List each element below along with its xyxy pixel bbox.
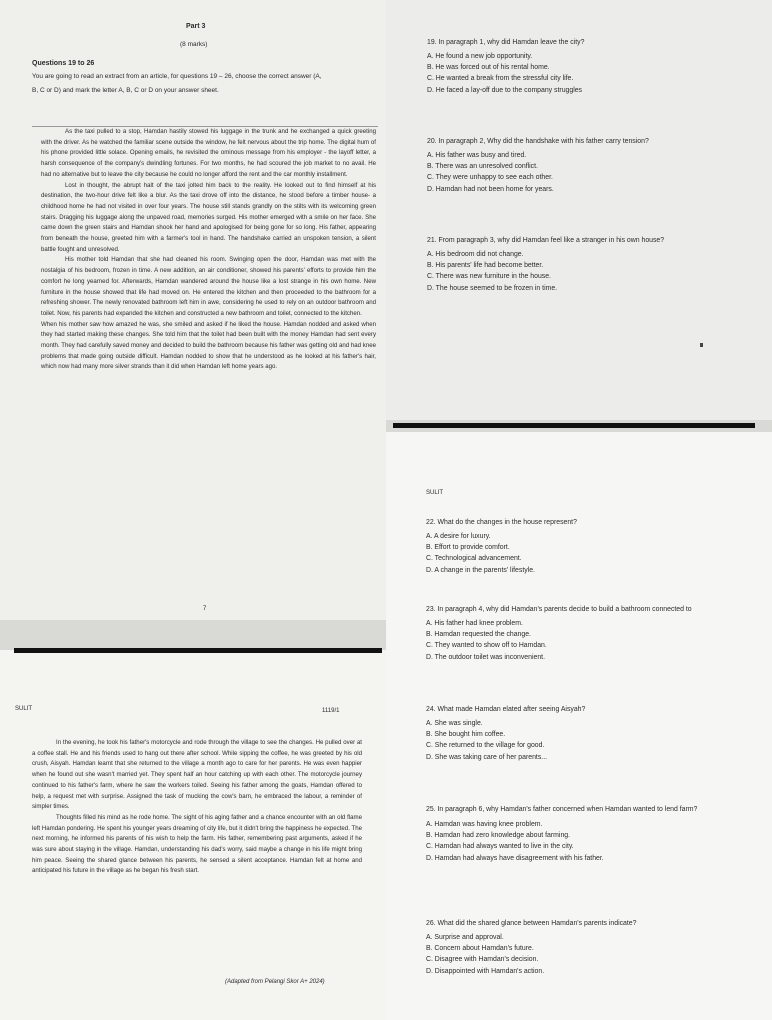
header-code: 1119/1 <box>322 708 340 714</box>
option-d[interactable]: D. She was taking care of her parents... <box>426 753 548 761</box>
page-right-top <box>386 0 772 420</box>
question-stem: 23. In paragraph 4, why did Hamdan's parents decide to build a bathroom connected to <box>426 606 692 613</box>
paragraph-4: When his mother saw how amazed he was, she smiled and asked if he liked the house. Hamdan nodded and asked when they had started making these changes. She told him that the toilet had been built with the money Hamdan had sent every month. They had carefully saved money and decided to build the bathroom because his father was getting old and had knee problems that made going outside difficult. Hamdan nodded to show that he understood as he looked at his father's hair, which now had many more silver strands than it did when Hamdan left home years ago. <box>41 320 376 371</box>
marks-label: (8 marks) <box>180 41 208 48</box>
question-stem: 26. What did the shared glance between Hamdan's parents indicate? <box>426 920 637 927</box>
paragraph-2: Lost in thought, the abrupt halt of the taxi jolted him back to the reality. He looked out to find himself at his destination, the two-hour drive felt like a blur. As the taxi drove off into the distance, he stood before a timber house- a childhood home he had not visited in over four years. The house still stands grandly on the stilts with its welcoming green stairs. Dragging his luggage along the unpaved road, memories surged. His mother emerged with a smile on her face. She came down the green stairs and Hamdan shook her hand and apologised for being gone for so long. His father, appearing from beneath the house, greeted him with a farmer's tool in hand. The handshake carried an unspoken tension, a silent battle fought and unresolved. <box>41 181 376 253</box>
option-c[interactable]: C. They were unhappy to see each other. <box>427 174 553 182</box>
option-d[interactable]: D. The house seemed to be frozen in time. <box>427 284 558 292</box>
questions-heading: Questions 19 to 26 <box>32 60 95 67</box>
question-25 <box>426 804 766 864</box>
question-stem: 24. What made Hamdan elated after seeing Aisyah? <box>426 706 586 713</box>
option-b[interactable]: B. She bought him coffee. <box>426 731 506 739</box>
separator-bar-right <box>393 423 755 428</box>
instruction-line-2: B, C or D) and mark the letter A, B, C or D on your answer sheet. <box>32 87 219 94</box>
option-d[interactable]: D. Disappointed with Hamdan's action. <box>426 967 545 975</box>
paragraph-5: In the evening, he took his father's motorcycle and rode through the village to see the changes. He pulled over at a coffee stall. He and his friends used to hang out there after school. While sipping the coffee, he was greeted by his old crush, Aisyah. Hamdan learnt that she returned to the village a month ago to care for her parents. He was even happier when he found out she wasn't married yet. They spent half an hour catching up with each other. The motorcycle journey continued to his father's farm, where he saw the workers toiled. Seeing his father among the goats, Hamdan offered to help, a request met with surprise. Assigned the task of mucking the cow's barn, he embraced the labour, a reminder of simpler times. <box>32 739 362 811</box>
paragraph-3: His mother told Hamdan that she had cleaned his room. Swinging open the door, Hamdan was met with the nostalgia of his bedroom, frozen in time. A new addition, an air conditioner, showed his parents' efforts to provide him the comfort he long yearned for. Afterwards, Hamdan wandered around the house like a lost strange in his own home. New furniture in the house showed that life had moved on. He entered the kitchen and then proceeded to the bathroom for a refreshing shower. The newly renovated bathroom left him in awe, considering he used to rely on an outdoor bathroom and toilet. Now, his parents had expanded the kitchen and constructed a new bathroom and toilet, connected to the kitchen. <box>41 256 376 317</box>
page-left-top <box>0 0 386 620</box>
question-stem: 21. From paragraph 3, why did Hamdan feel like a stranger in his own house? <box>427 237 665 244</box>
source-citation: (Adapted from Pelangi Skor A+ 2024) <box>225 979 325 985</box>
question-19 <box>427 38 772 96</box>
option-b[interactable]: B. Concern about Hamdan's future. <box>426 945 534 953</box>
header-sulit-left: SULIT <box>15 706 33 712</box>
option-d[interactable]: D. A change in the parents' lifestyle. <box>426 566 535 574</box>
option-b[interactable]: B. Hamdan requested the change. <box>426 631 531 639</box>
option-b[interactable]: B. Hamdan had zero knowledge about farming. <box>426 832 571 840</box>
question-26 <box>426 919 772 977</box>
option-d[interactable]: D. The outdoor toilet was inconvenient. <box>426 653 545 661</box>
question-stem: 20. In paragraph 2, Why did the handshake with his father carry tension? <box>427 138 649 145</box>
passage-bottom <box>32 738 362 877</box>
option-a[interactable]: A. His father was busy and tired. <box>427 152 527 159</box>
option-a[interactable]: A. Hamdan was having knee problem. <box>426 821 543 828</box>
option-d[interactable]: D. Hamdan had always have disagreement with his father. <box>426 854 604 862</box>
question-24 <box>426 705 772 763</box>
paragraph-6: Thoughts filled his mind as he rode home. The sight of his aging father and a chance encounter with an old flame left Hamdan pondering. He spent his younger years dreaming of city life, but it didn't bring the happiness he expected. The next morning, he informed his parents of his wish to help the farm. His father, remembering past arguments, asked if he was sure about staying in the village. Hamdan, understanding his dad's worry, said maybe a change in his life might bring him peace. Seeing the shared glance between his parents, he sensed a silent acceptance. Hamdan felt at home and anticipated his future in the village as he began his fresh start. <box>32 813 362 875</box>
option-b[interactable]: B. There was an unresolved conflict. <box>427 163 538 171</box>
question-stem: 22. What do the changes in the house represent? <box>426 519 577 526</box>
option-b[interactable]: B. He was forced out of his rental home. <box>427 64 550 72</box>
question-22 <box>426 518 772 576</box>
question-20 <box>427 137 772 195</box>
speck-mark <box>700 343 703 347</box>
question-21 <box>427 236 772 294</box>
option-c[interactable]: C. Hamdan had always wanted to live in the city. <box>426 843 574 851</box>
paragraph-1: As the taxi pulled to a stop, Hamdan hastily stowed his luggage in the trunk and he exchanged a quick greeting with the driver. As he watched the familiar scene outside the window, he felt nervous about the trip home. The digital hum of his phone provided little solace. Opening emails, he revisited the ominous message from his employer - the layoff letter, a harsh consequence of the company's dwindling fortunes. For two months, he had scoured the job market to no avail. He had no alternative but to leave the city because he could no longer afford the rent and the car monthly installment. <box>41 128 376 178</box>
header-sulit-right: SULIT <box>426 490 444 496</box>
option-b[interactable]: B. His parents' life had become better. <box>427 262 544 270</box>
page-number: 7 <box>203 606 207 612</box>
part-label: Part 3 <box>186 23 206 30</box>
option-d[interactable]: D. He faced a lay-off due to the company struggles <box>427 86 582 94</box>
option-a[interactable]: A. His bedroom did not change. <box>427 251 524 258</box>
option-c[interactable]: C. There was new furniture in the house. <box>427 273 551 281</box>
option-a[interactable]: A. He found a new job opportunity. <box>427 53 533 60</box>
option-c[interactable]: C. Disagree with Hamdan's decision. <box>426 956 539 964</box>
option-b[interactable]: B. Effort to provide comfort. <box>426 544 510 552</box>
option-a[interactable]: A. A desire for luxury. <box>426 533 491 540</box>
option-c[interactable]: C. She returned to the village for good. <box>426 742 545 750</box>
option-c[interactable]: C. They wanted to show off to Hamdan. <box>426 642 547 650</box>
option-a[interactable]: A. She was single. <box>426 720 483 727</box>
page-left-bottom <box>0 650 386 1020</box>
option-d[interactable]: D. Hamdan had not been home for years. <box>427 185 554 193</box>
option-c[interactable]: C. Technological advancement. <box>426 555 522 563</box>
page-right-bottom <box>386 432 772 1020</box>
option-c[interactable]: C. He wanted a break from the stressful city life. <box>427 75 574 83</box>
option-a[interactable]: A. Surprise and approval. <box>426 934 504 941</box>
question-stem: 19. In paragraph 1, why did Hamdan leave the city? <box>427 39 585 46</box>
question-stem: 25. In paragraph 6, why Hamdan's father concerned when Hamdan wanted to lend farm? <box>426 806 698 813</box>
passage-top <box>41 127 376 373</box>
separator-bar-left <box>14 648 382 653</box>
instruction-line-1: You are going to read an extract from an article, for questions 19 – 26, choose the correct answer (A, <box>32 73 322 80</box>
option-a[interactable]: A. His father had knee problem. <box>426 620 523 627</box>
question-23 <box>426 605 771 663</box>
